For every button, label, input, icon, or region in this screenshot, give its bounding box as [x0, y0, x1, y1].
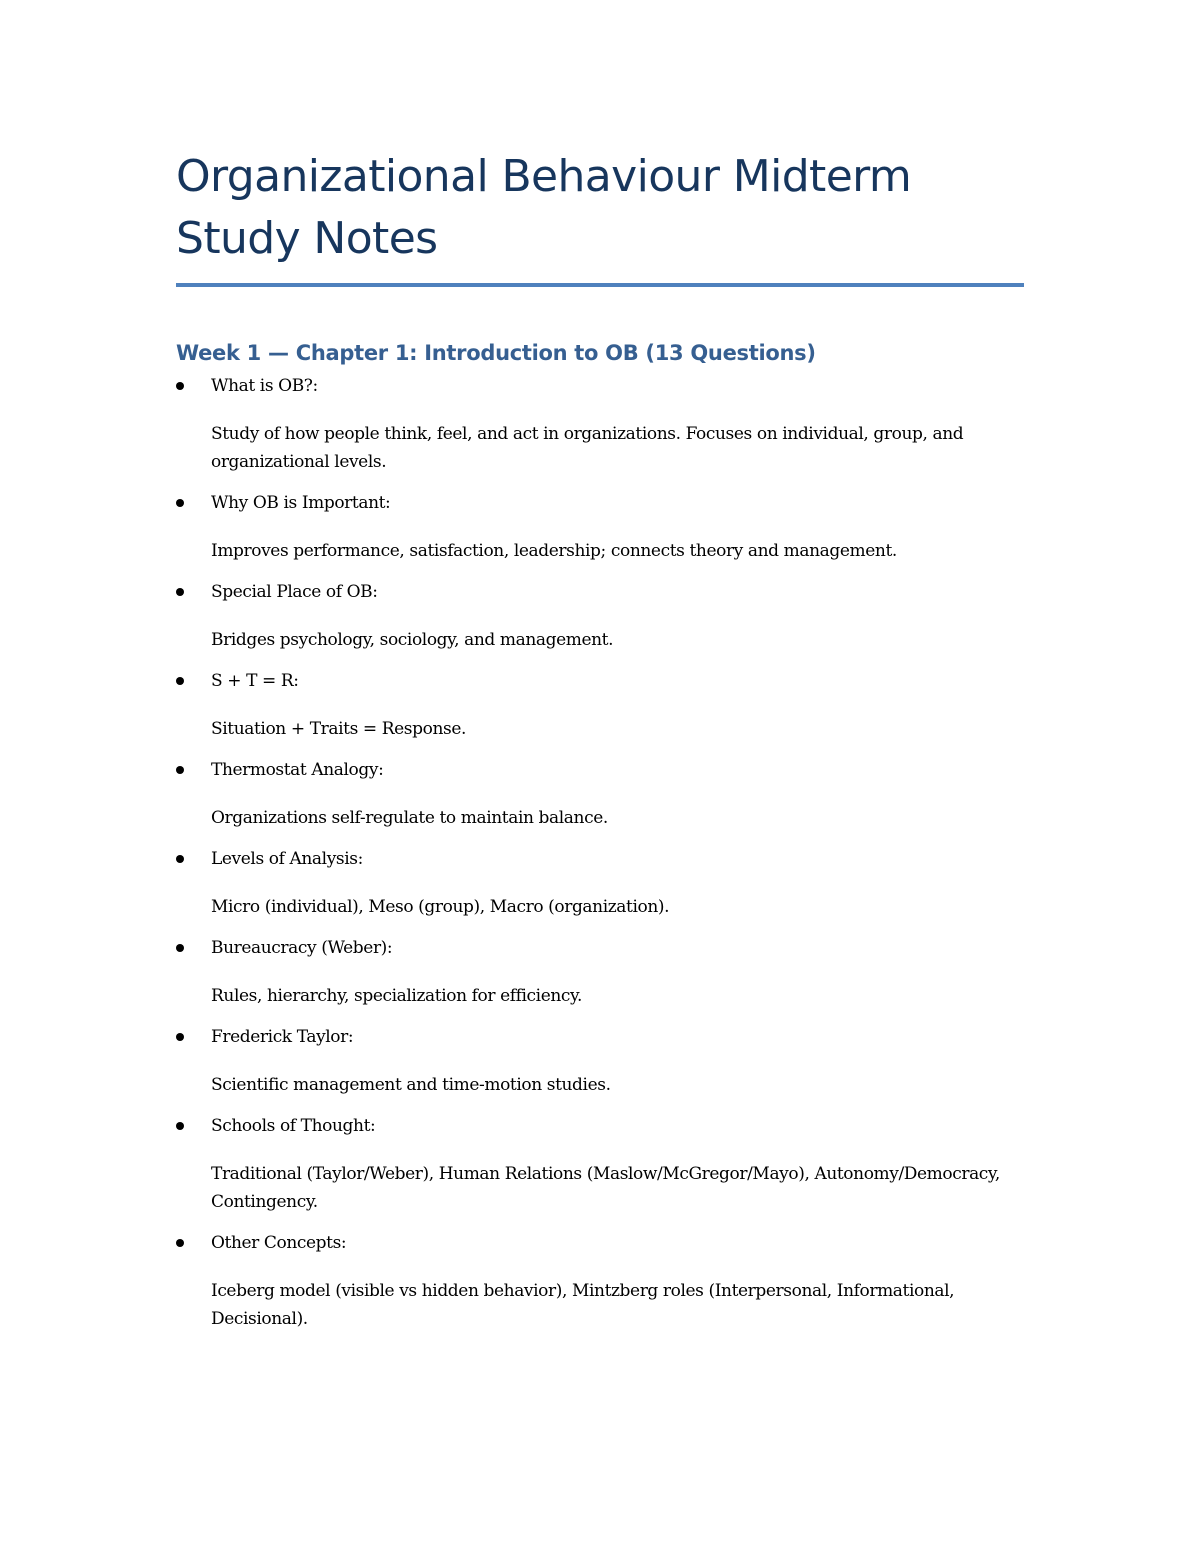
item-term: Thermostat Analogy:	[211, 760, 384, 780]
item-definition: Bridges psychology, sociology, and management.	[211, 630, 614, 650]
list-item	[176, 1229, 1024, 1333]
list-item	[176, 934, 1024, 1010]
title-underline	[176, 283, 1024, 287]
list-item	[176, 845, 1024, 921]
bullet-icon	[176, 382, 184, 390]
item-term: What is OB?:	[211, 376, 318, 396]
item-definition: Micro (individual), Meso (group), Macro (organization).	[211, 897, 670, 917]
bullet-icon	[176, 1033, 184, 1041]
item-definition: Organizations self-regulate to maintain balance.	[211, 808, 608, 828]
item-term: Frederick Taylor:	[211, 1027, 354, 1047]
title-line-2: Study Notes	[176, 213, 438, 264]
item-definition: Improves performance, satisfaction, leadership; connects theory and management.	[211, 541, 897, 561]
bullet-icon	[176, 1122, 184, 1130]
bullet-icon	[176, 855, 184, 863]
document-title	[176, 146, 1024, 270]
bullet-icon	[176, 1239, 184, 1247]
item-term: Special Place of OB:	[211, 582, 378, 602]
list-item	[176, 1023, 1024, 1099]
item-definition: Situation + Traits = Response.	[211, 719, 466, 739]
item-definition: Rules, hierarchy, specialization for efficiency.	[211, 986, 582, 1006]
item-definition: Iceberg model (visible vs hidden behavior), Mintzberg roles (Interpersonal, Informational, Decisional).	[211, 1281, 955, 1329]
item-definition: Scientific management and time-motion studies.	[211, 1075, 611, 1095]
bullet-icon	[176, 766, 184, 774]
item-term: Bureaucracy (Weber):	[211, 938, 393, 958]
notes-list	[176, 372, 1024, 1333]
list-item	[176, 578, 1024, 654]
section-heading: Week 1 — Chapter 1: Introduction to OB (13 Questions)	[176, 341, 816, 365]
document-body	[176, 146, 1024, 1346]
title-line-1: Organizational Behaviour Midterm	[176, 151, 912, 202]
item-term: S + T = R:	[211, 671, 299, 691]
list-item	[176, 756, 1024, 832]
item-term: Levels of Analysis:	[211, 849, 363, 869]
list-item	[176, 667, 1024, 743]
item-definition: Study of how people think, feel, and act in organizations. Focuses on individual, group, and organizational levels.	[211, 424, 964, 472]
item-term: Why OB is Important:	[211, 493, 391, 513]
list-item	[176, 489, 1024, 565]
item-term: Schools of Thought:	[211, 1116, 376, 1136]
list-item	[176, 372, 1024, 476]
bullet-icon	[176, 499, 184, 507]
bullet-icon	[176, 944, 184, 952]
bullet-icon	[176, 588, 184, 596]
item-term: Other Concepts:	[211, 1233, 347, 1253]
bullet-icon	[176, 677, 184, 685]
list-item	[176, 1112, 1024, 1216]
item-definition: Traditional (Taylor/Weber), Human Relations (Maslow/McGregor/Mayo), Autonomy/Democracy, Contingency.	[211, 1164, 1000, 1212]
